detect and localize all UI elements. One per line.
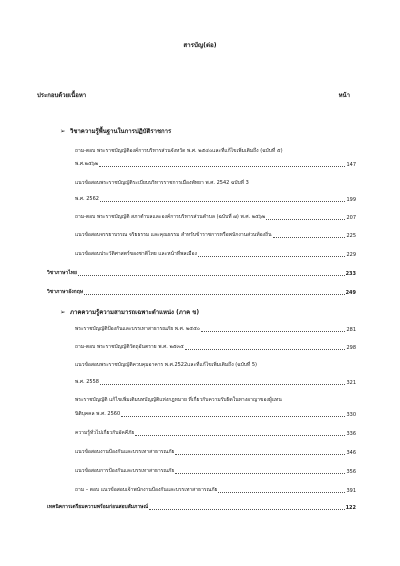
dot-leader — [175, 451, 345, 455]
dot-leader — [266, 216, 345, 220]
toc-entry-text: แนวข้อสอบพระราชบัญญัติระเบียบบริหารราชการเมืองพัทยา พ.ศ. 2542 ฉบับที่ 3 — [75, 180, 249, 186]
dot-leader — [198, 253, 346, 257]
toc-entry[interactable] — [75, 378, 356, 386]
toc-entry-page: 281 — [346, 327, 356, 333]
toc-entry[interactable] — [75, 343, 356, 351]
toc-entry-page: 147 — [346, 162, 356, 168]
toc-entry[interactable] — [75, 195, 356, 203]
toc-entry-text: วิชาภาษาไทย — [47, 270, 77, 276]
toc-entry-text: แนวข้อสอบงานป้องกันและบรรเทาสาธารณภัย — [75, 449, 175, 455]
dot-leader — [84, 291, 345, 295]
dot-leader — [121, 413, 345, 417]
toc-entry-text: ถาม – ตอบ แนวข้อสอบเจ้าพนักงานป้องกันและบรรเทาสาธารณภัย — [75, 487, 218, 493]
section-heading-basic-knowledge — [60, 126, 171, 136]
toc-entry[interactable] — [75, 179, 356, 187]
toc-entry-text: พ.ศ. 2562 — [75, 196, 99, 202]
toc-entry[interactable] — [75, 410, 356, 418]
toc-entry-page: 356 — [346, 469, 356, 475]
toc-entry-thai-subject[interactable] — [47, 269, 356, 277]
dot-leader — [100, 198, 345, 202]
toc-entry[interactable] — [75, 429, 356, 437]
toc-entry-text: พ.ศ.๒๕๖๒ — [75, 161, 99, 167]
toc-entry-page: 249 — [345, 290, 356, 296]
toc-entry-text: ถาม-ตอบ พระราชบัญญัติ สภาตำบลและองค์การบริหารส่วนตำบล (ฉบับที่ ๗) พ.ศ. ๒๕๖๒ — [75, 214, 266, 220]
toc-entry[interactable] — [75, 486, 356, 494]
toc-entry-page: 122 — [345, 505, 356, 511]
toc-entry-english-subject[interactable] — [47, 288, 356, 296]
toc-entry-interview-techniques[interactable] — [47, 503, 356, 511]
toc-entry-page: 298 — [346, 345, 356, 351]
dot-leader — [99, 163, 345, 167]
toc-entry-text: พ.ศ. 2558 — [75, 379, 99, 385]
toc-entry[interactable] — [75, 250, 356, 258]
toc-entry-page: 391 — [346, 488, 356, 494]
toc-entry-page: 321 — [346, 380, 356, 386]
section-label: ภาคความรู้ความสามารถเฉพาะตำแหน่ง (ภาค ข) — [70, 309, 200, 316]
toc-entry-text: แนวข้อสอบประวัติศาสตร์ของชาติไทย และหน้าที่พลเมือง — [75, 251, 197, 257]
toc-entry-page: 199 — [346, 197, 356, 203]
column-header-page: หน้า — [338, 92, 350, 99]
arrow-bullet-icon: ➢ — [60, 127, 66, 135]
dot-leader — [78, 272, 345, 276]
section-heading-specific-knowledge — [60, 307, 199, 317]
toc-entry-page: 330 — [346, 412, 356, 418]
toc-entry-text: พระราชบัญญัติป้องกันและบรรเทาสาธารณภัย พ.ศ. ๒๕๕๐ — [75, 326, 200, 332]
dot-leader — [273, 234, 346, 238]
page-title: สารบัญ(ต่อ) — [183, 42, 217, 49]
toc-entry-page: 346 — [346, 450, 356, 456]
toc-entry[interactable] — [75, 325, 356, 333]
dot-leader — [135, 432, 345, 436]
toc-entry[interactable] — [75, 160, 356, 168]
dot-leader — [201, 328, 346, 332]
toc-entry-text: แนวข้อสอบการป้องกันและบรรเทาสาธารณภัย — [75, 468, 175, 474]
toc-entry-text: นิติบุคคล พ.ศ. 2560 — [75, 411, 121, 417]
toc-entry[interactable] — [75, 147, 356, 155]
dot-leader — [149, 506, 344, 510]
toc-entry-text: เทคนิคการเตรียมความพร้อมก่อนสอบสัมภาษณ์ — [47, 504, 149, 510]
toc-entry[interactable] — [75, 396, 356, 404]
toc-entry-text: วิชาภาษาอังกฤษ — [47, 289, 84, 295]
toc-entry-text: ความรู้ทั่วไปเกี่ยวกับอัคคีภัย — [75, 430, 135, 436]
toc-entry-page: 233 — [345, 271, 356, 277]
toc-entry-page: 229 — [346, 252, 356, 258]
toc-entry-text: ถาม-ตอบ พระราชบัญญัติองค์การบริหารส่วนจังหวัด พ.ศ. ๒๕๔๐และที่แก้ไขเพิ่มเติมถึง (ฉบับที่ ๕) — [75, 148, 283, 154]
toc-entry-page: 336 — [346, 431, 356, 437]
arrow-bullet-icon: ➢ — [60, 308, 66, 316]
toc-entry-text: แนวข้อสอบจรรยาบรรณ จริยธรรม และคุณธรรม สำหรับข้าราชการหรือพนักงานส่วนท้องถิ่น — [75, 232, 272, 238]
toc-entry[interactable] — [75, 231, 356, 239]
dot-leader — [175, 470, 345, 474]
dot-leader — [100, 381, 345, 385]
toc-entry-page: 207 — [346, 215, 356, 221]
toc-entry-text: ถาม-ตอบ พระราชบัญญัติวัตถุอันตราย พ.ศ. ๒๕๓๕ — [75, 344, 184, 350]
column-header-content: ประกอบด้วยเนื้อหา — [37, 92, 87, 99]
toc-entry[interactable] — [75, 467, 356, 475]
toc-entry-text: พระราชบัญญัติ แก้ไขเพิ่มเติมบทบัญญัติแห่งกฎหมาย ที่เกี่ยวกับความรับผิดในทางอาญาของผู้แทน — [75, 397, 282, 403]
dot-leader — [218, 489, 345, 493]
toc-entry-page: 225 — [346, 233, 356, 239]
section-label: วิชาความรู้พื้นฐานในการปฏิบัติราชการ — [70, 128, 172, 135]
toc-entry[interactable] — [75, 448, 356, 456]
toc-entry[interactable] — [75, 213, 356, 221]
toc-entry-text: แนวข้อสอบพระราชบัญญัติควบคุมอาคาร พ.ศ.2522และที่แก้ไขเพิ่มเติมถึง (ฉบับที่ 5) — [75, 362, 257, 368]
dot-leader — [185, 346, 346, 350]
toc-entry[interactable] — [75, 361, 356, 369]
